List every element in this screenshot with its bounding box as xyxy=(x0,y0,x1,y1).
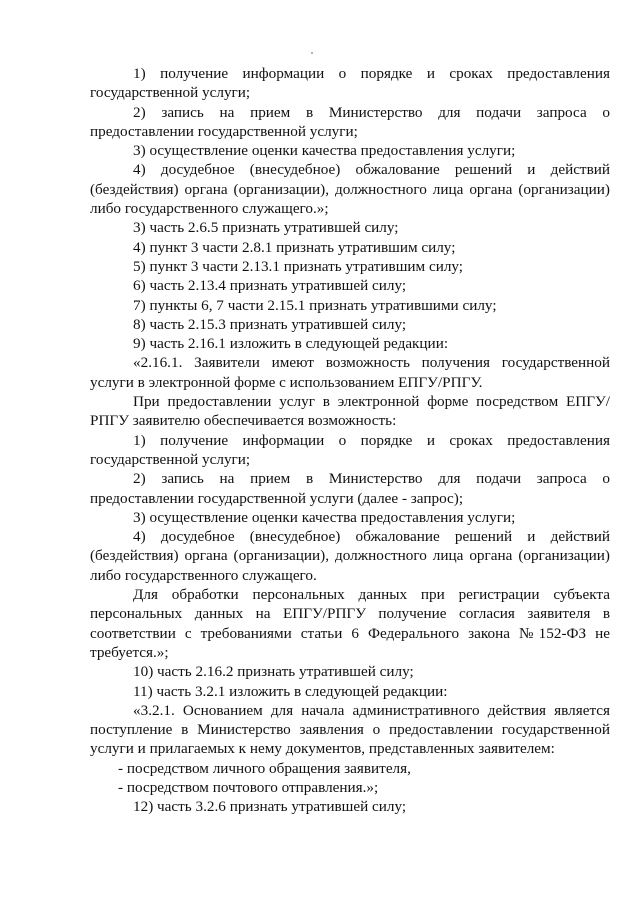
paragraph-15: 2) запись на прием в Министерство для подачи запроса о предоставлении государственной услуги (далее - запрос); xyxy=(90,470,610,507)
paragraph-16: 3) осуществление оценки качества предоставления услуги; xyxy=(133,508,516,526)
paragraph-18: Для обработки персональных данных при регистрации субъекта персональных данных на ЕПГУ/РПГУ получение согласия заявителя в соответствии с требованиями статьи 6 Федерального закона №152-ФЗ не требуется.»; xyxy=(90,586,610,661)
paragraph-10: 8) часть 2.15.3 признать утратившей силу; xyxy=(133,315,407,333)
paragraph-6: 4) пункт 3 части 2.8.1 признать утратившим силу; xyxy=(133,238,456,256)
document-body xyxy=(90,64,610,817)
paragraph-20: 11) часть 3.2.1 изложить в следующей редакции: xyxy=(133,682,448,700)
paragraph-24: 12) часть 3.2.6 признать утратившей силу; xyxy=(133,798,407,816)
paragraph-7: 5) пункт 3 части 2.13.1 признать утратившим силу; xyxy=(133,257,464,275)
paragraph-12: «2.16.1. Заявители имеют возможность получения государственной услуги в электронной форме с использованием ЕПГУ/РПГУ. xyxy=(90,354,610,391)
scan-speck xyxy=(311,52,313,54)
paragraph-2: 2) запись на прием в Министерство для подачи запроса о предоставлении государственной услуги; xyxy=(90,103,610,140)
paragraph-3: 3) осуществление оценки качества предоставления услуги; xyxy=(133,142,516,160)
paragraph-5: 3) часть 2.6.5 признать утратившей силу; xyxy=(133,219,399,237)
paragraph-9: 7) пункты 6, 7 части 2.15.1 признать утратившими силу; xyxy=(133,296,497,314)
paragraph-17: 4) досудебное (внесудебное) обжалование решений и действий (бездействия) органа (организации), должностного лица органа (организации) либо государственного служащего. xyxy=(90,528,610,584)
paragraph-21: «3.2.1. Основанием для начала административного действия является поступление в Министерство заявления о предоставлении государственной услуги и прилагаемых к нему документов, представленных заявителем: xyxy=(90,701,610,758)
paragraph-23: - посредством почтового отправления.»; xyxy=(118,778,379,796)
paragraph-19: 10) часть 2.16.2 признать утратившей силу; xyxy=(133,663,414,681)
paragraph-14: 1) получение информации о порядке и сроках предоставления государственной услуги; xyxy=(90,431,610,468)
paragraph-11: 9) часть 2.16.1 изложить в следующей редакции: xyxy=(133,335,449,353)
paragraph-4: 4) досудебное (внесудебное) обжалование решений и действий (бездействия) органа (организации), должностного лица органа (организации) либо государственного служащего.»; xyxy=(90,161,610,218)
paragraph-22: - посредством личного обращения заявителя, xyxy=(118,759,411,777)
paragraph-1: 1) получение информации о порядке и сроках предоставления государственной услуги; xyxy=(90,65,610,102)
paragraph-13: При предоставлении услуг в электронной форме посредством ЕПГУ/ РПГУ заявителю обеспечивается возможность: xyxy=(90,393,610,430)
paragraph-8: 6) часть 2.13.4 признать утратившей силу; xyxy=(133,277,407,295)
